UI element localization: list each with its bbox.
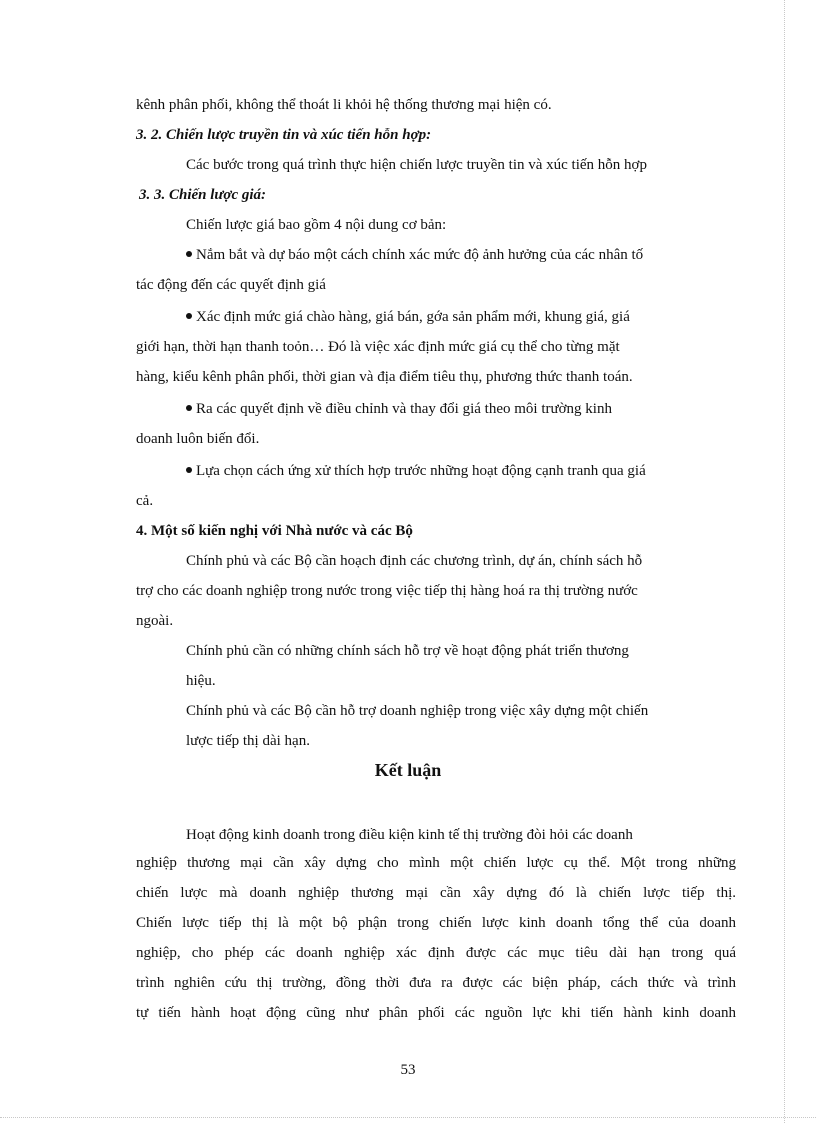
bullet-icon [186, 251, 192, 257]
text-line: lược tiếp thị dài hạn. [186, 733, 310, 749]
text-line: hiệu. [186, 673, 216, 689]
text-line: Hoạt động kinh doanh trong điều kiện kinh tế thị trường đòi hỏi các doanh [186, 827, 633, 843]
page-frame-right [784, 0, 785, 1123]
bullet-item [186, 245, 643, 265]
bullet-icon [186, 313, 192, 319]
text-line: tác động đến các quyết định giá [136, 277, 326, 293]
section-heading: 3. 2. Chiến lược truyền tin và xúc tiến hỗn hợp: [136, 127, 432, 143]
text-line: Chiến lược tiếp thị là một bộ phận trong chiến lược kinh doanh tổng thể của doanh [136, 915, 736, 931]
text-line: tự tiến hành hoạt động cũng như phân phối các nguồn lực khi tiến hành kinh doanh [136, 1005, 736, 1021]
text-line: nghiệp thương mại cần xây dựng cho mình một chiến lược cụ thể. Một trong những [136, 855, 736, 871]
bullet-item [186, 399, 612, 419]
text-line: kênh phân phối, không thể thoát li khỏi hệ thống thương mại hiện có. [136, 97, 552, 113]
page-number: 53 [400, 1062, 416, 1078]
text-line: giới hạn, thời hạn thanh toỏn… Đó là việc xác định mức giá cụ thể cho từng mặt [136, 339, 620, 355]
section-heading: 3. 3. Chiến lược giá: [139, 187, 267, 203]
text-line: Chính phủ cần có những chính sách hỗ trợ về hoạt động phát triển thương [186, 643, 629, 659]
text-line: Chiến lược giá bao gồm 4 nội dung cơ bản: [186, 217, 447, 233]
conclusion-title: Kết luận [374, 760, 442, 780]
text-line: cả. [136, 493, 154, 509]
page-frame-bottom [0, 1117, 816, 1118]
text-line: trình nghiên cứu thị trường, đồng thời đưa ra được các biện pháp, cách thức và trình [136, 975, 736, 991]
bullet-item [186, 307, 630, 327]
bullet-icon [186, 405, 192, 411]
text-line: ngoài. [136, 613, 174, 629]
text-line: chiến lược mà doanh nghiệp thương mại cần xây dựng đó là chiến lược tiếp thị. [136, 885, 736, 901]
text-line: Chính phủ và các Bộ cần hoạch định các chương trình, dự án, chính sách hỗ [186, 553, 643, 569]
bullet-item [186, 461, 646, 481]
bullet-text: Ra các quyết định về điều chỉnh và thay đổi giá theo môi trường kinh [196, 401, 612, 417]
section-heading: 4. Một số kiến nghị với Nhà nước và các Bộ [136, 523, 413, 539]
text-line: nghiệp, cho phép các doanh nghiệp xác định được các mục tiêu dài hạn trong quá [136, 945, 736, 961]
text-line: trợ cho các doanh nghiệp trong nước trong việc tiếp thị hàng hoá ra thị trường nước [136, 583, 638, 599]
text-line: doanh luôn biến đổi. [136, 431, 260, 447]
text-line: Chính phủ và các Bộ cần hỗ trợ doanh nghiệp trong việc xây dựng một chiến [186, 703, 649, 719]
bullet-icon [186, 467, 192, 473]
bullet-text: Xác định mức giá chào hàng, giá bán, gớa sản phẩm mới, khung giá, giá [196, 309, 630, 325]
bullet-text: Nắm bắt và dự báo một cách chính xác mức độ ảnh hưởng của các nhân tố [196, 247, 644, 263]
text-line: hàng, kiểu kênh phân phối, thời gian và địa điểm tiêu thụ, phương thức thanh toán. [136, 369, 633, 385]
text-line: Các bước trong quá trình thực hiện chiến lược truyền tin và xúc tiến hỗn hợp [186, 157, 647, 173]
bullet-text: Lựa chọn cách ứng xử thích hợp trước những hoạt động cạnh tranh qua giá [196, 463, 646, 479]
